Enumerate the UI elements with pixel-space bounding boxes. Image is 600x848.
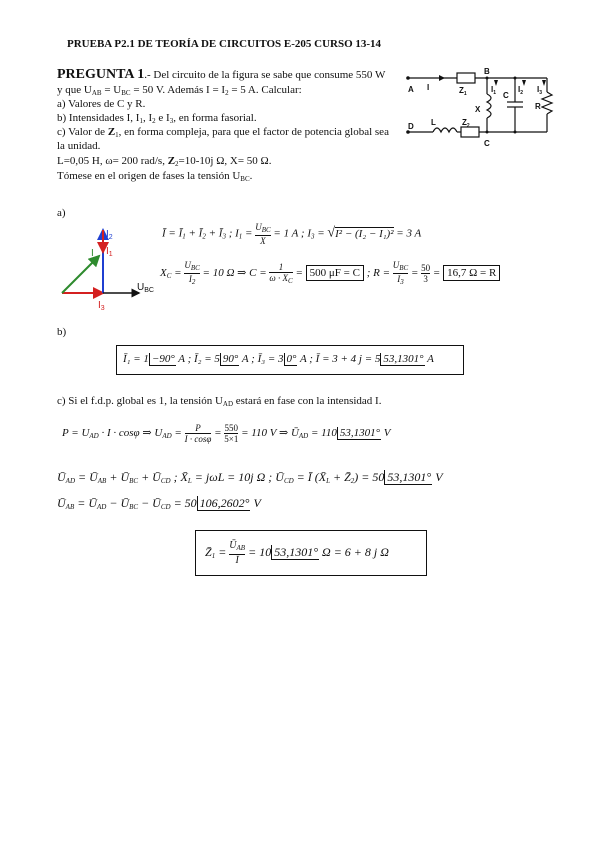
part-a-eq1: Ī = $Ī_1$ + $Ī_2$ + $Ī_3$ ; $I_1$ = $U_{BC}$ X = 1 A ; $I_3 = √I^2 - (I_2 - I_1)^2 = 3$ A (162, 222, 422, 246)
label-a: A (408, 85, 414, 94)
result-r-box: 16,7 Ω = R (443, 265, 500, 281)
z1-impedance (457, 73, 475, 83)
label-d: D (408, 122, 414, 131)
question-number: PREGUNTA 1 (57, 67, 145, 82)
question-origin: Tómese en el origen de fases la tensión $U_{BC}$. (57, 170, 253, 183)
label-z2: $Z_2$ (462, 118, 470, 129)
part-c-eq-power: $P = U_{AD} \cdot I \cdot \cos\varphi$ ⇒ $U_{AD}$ = $\frac{P}{I \cdot \cos\varphi}$ = $\frac{550}{5\times 1}$ = 110 V ⇒ $Ū_{AD} = 110$ 53,1301° V (62, 423, 391, 444)
part-b-label: b) (57, 326, 67, 338)
label-phasor-i2: $I_2$ (106, 229, 113, 241)
page-title: PRUEBA P2.1 DE TEORÍA DE CIRCUITOS E-205 CURSO 13-14 (67, 38, 382, 50)
label-cap: C (503, 91, 509, 100)
label-phasor-i3: $I_3$ (98, 300, 105, 312)
part-a-label: a) (57, 207, 66, 219)
label-c: C (484, 139, 490, 148)
label-i: I (427, 83, 430, 92)
label-phasor-i1: $I_1$ (106, 246, 113, 258)
question-item-c-cont: la unidad. (57, 140, 101, 152)
label-r: R (535, 102, 541, 111)
inductor-l (433, 128, 457, 132)
question-givens: L=0,05 H, ω= 200 rad/s, $Z_2=10-10j$ Ω, X= 50 Ω. (57, 155, 272, 168)
question-item-b: b) Intensidades I, $I_1$, $I_2$ e $I_3$, en forma fasorial. (57, 112, 257, 125)
inductor-x (487, 94, 491, 118)
node-a (406, 76, 410, 80)
question-line-2: y que $U_{AB} = U_{BC} = 50$ V. Además $I = I_2 = 5$ A. Calcular: (57, 84, 302, 97)
phasor-diagram (55, 220, 165, 312)
label-i2: $I_2$ (518, 85, 524, 96)
label-i1: $I_1$ (491, 85, 497, 96)
question-item-c: c) Valor de $Z_1$, en forma compleja, para que el factor de potencia global sea (57, 126, 389, 139)
resistor-r (542, 92, 552, 114)
part-c-eq-uab: $Ū_{AB}$ = $Ū_{AD}$ − $Ū_{BC}$ − $Ū_{CD} = 50$ 106,2602° V (57, 496, 261, 511)
part-c-eq-sum: $Ū_{AD}$ = $Ū_{AB}$ + $Ū_{BC}$ + $Ū_{CD}$ ; $X̄_L = j\omega L = 10j$ Ω ; $Ū_{CD}$ = Ī ($X̄_L$ + $Z̄_2) = 50$ 53,1301° V (57, 470, 443, 485)
label-z1: $Z_1$ (459, 86, 467, 97)
question-line-1: PREGUNTA 1.- Del circuito de la figura se sabe que consume 550 W (57, 67, 386, 82)
phasor-i (62, 256, 99, 293)
label-i3: $I_3$ (537, 85, 543, 96)
question-item-a: a) Valores de C y R. (57, 98, 146, 110)
result-c-box: 500 μF = C (306, 265, 364, 281)
label-phasor-ubc: $U_{BC}$ (137, 282, 154, 294)
part-b-currents: Ī₁ = 1 −90° A ; Ī₂ = 5 90° A ; Ī₃ = 3 0° A ; Ī = 3 + 4 j = 5 53,1301° A (123, 353, 434, 365)
final-answer-z1: $Z̄_1$ = $Ū_{AB}$ Ī = 10 53,1301° Ω = 6 + 8 j Ω (205, 540, 389, 566)
circuit-diagram (405, 62, 565, 162)
label-l: L (431, 118, 436, 127)
z2-impedance (461, 127, 479, 137)
label-phasor-i: I (91, 248, 94, 259)
part-c-text: c) Si el f.d.p. global es 1, la tensión $U_{AD}$ estará en fase con la intensidad I. (57, 395, 382, 408)
part-a-eq2: $X_C$ = $U_{BC}$ $I_2$ = 10 Ω ⇒ C = $\frac{1}{\omega \cdot X_C}$ = 500 μF = C ; R = $U_{BC}$ $I_3$ = $\frac{50}{3}$ = 16,7 Ω = R (160, 260, 500, 287)
label-x: X (475, 105, 481, 114)
label-b: B (484, 67, 490, 76)
